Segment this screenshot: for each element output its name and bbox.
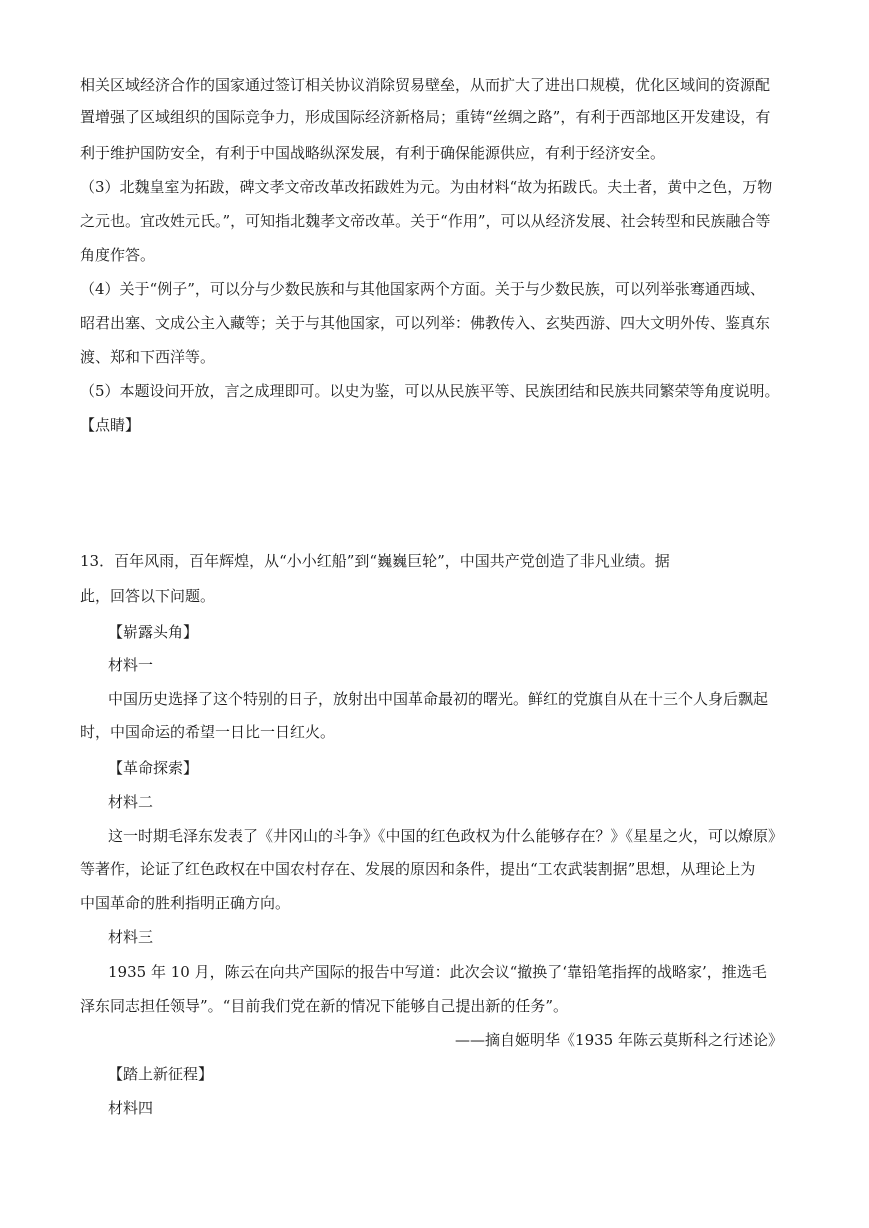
material-text-line: 时，中国命运的希望一日比一日红火。 <box>80 723 336 741</box>
paragraph-line: 置增强了区域组织的国际竞争力，形成国际经济新格局；重铸“丝绸之路”，有利于西部地区开发建设，有 <box>80 108 771 126</box>
question-13-line: 13．百年风雨，百年辉煌，从“小小红船”到“巍巍巨轮”，中国共产党创造了非凡业绩。据 <box>80 552 670 570</box>
citation: ——摘自姬明华《1935 年陈云莫斯科之行述论》 <box>455 1031 783 1049</box>
answer-4-line: 昭君出塞、文成公主入藏等；关于与其他国家，可以列举：佛教传入、玄奘西游、四大文明外传、鉴真东 <box>80 314 771 332</box>
answer-4-line: （4）关于“例子”，可以分与少数民族和与其他国家两个方面。关于与少数民族，可以列举张骞通西域、 <box>80 280 765 298</box>
material-label: 材料二 <box>108 793 154 811</box>
section-heading: 【崭露头角】 <box>108 623 199 641</box>
material-label: 材料一 <box>108 656 154 674</box>
material-label: 材料四 <box>108 1099 154 1117</box>
paragraph-line: 相关区域经济合作的国家通过签订相关协议消除贸易壁垒，从而扩大了进出口规模，优化区域间的资源配 <box>80 76 771 94</box>
answer-3-line: 之元也。宜改姓元氏。”，可知指北魏孝文帝改革。关于“作用”，可以从经济发展、社会转型和民族融合等 <box>80 212 771 230</box>
answer-5-line: （5）本题设问开放，言之成理即可。以史为鉴，可以从民族平等、民族团结和民族共同繁荣等角度说明。 <box>80 382 780 400</box>
answer-3-line: 角度作答。 <box>80 246 156 264</box>
material-text-line: 中国历史选择了这个特别的日子，放射出中国革命最初的曙光。鲜红的党旗自从在十三个人身后飘起 <box>108 690 769 708</box>
answer-3-line: （3）北魏皇室为拓跋，碑文孝文帝改革改拓跋姓为元。为由材料“故为拓跋氏。夫土者，黄中之色，万物 <box>80 178 773 196</box>
section-heading: 【踏上新征程】 <box>108 1065 214 1083</box>
question-13-line: 此，回答以下问题。 <box>80 587 216 605</box>
material-text-line: 泽东同志担任领导”。“目前我们党在新的情况下能够自己提出新的任务”。 <box>80 997 569 1015</box>
answer-4-line: 渡、郑和下西洋等。 <box>80 348 216 366</box>
paragraph-line: 利于维护国防安全，有利于中国战略纵深发展，有利于确保能源供应，有利于经济安全。 <box>80 144 666 162</box>
material-text-line: 1935 年 10 月，陈云在向共产国际的报告中写道：此次会议“撤换了‘靠铅笔指挥的战略家’，推选毛 <box>108 963 767 981</box>
note-heading: 【点睛】 <box>80 416 141 434</box>
material-text-line: 中国革命的胜利指明正确方向。 <box>80 894 291 912</box>
material-label: 材料三 <box>108 928 154 946</box>
material-text-line: 等著作，论证了红色政权在中国农村存在、发展的原因和条件，提出“工农武装割据”思想，从理论上为 <box>80 860 756 878</box>
material-text-line: 这一时期毛泽东发表了《井冈山的斗争》《中国的红色政权为什么能够存在？》《星星之火，可以燎原》 <box>108 827 784 845</box>
section-heading: 【革命探索】 <box>108 759 199 777</box>
